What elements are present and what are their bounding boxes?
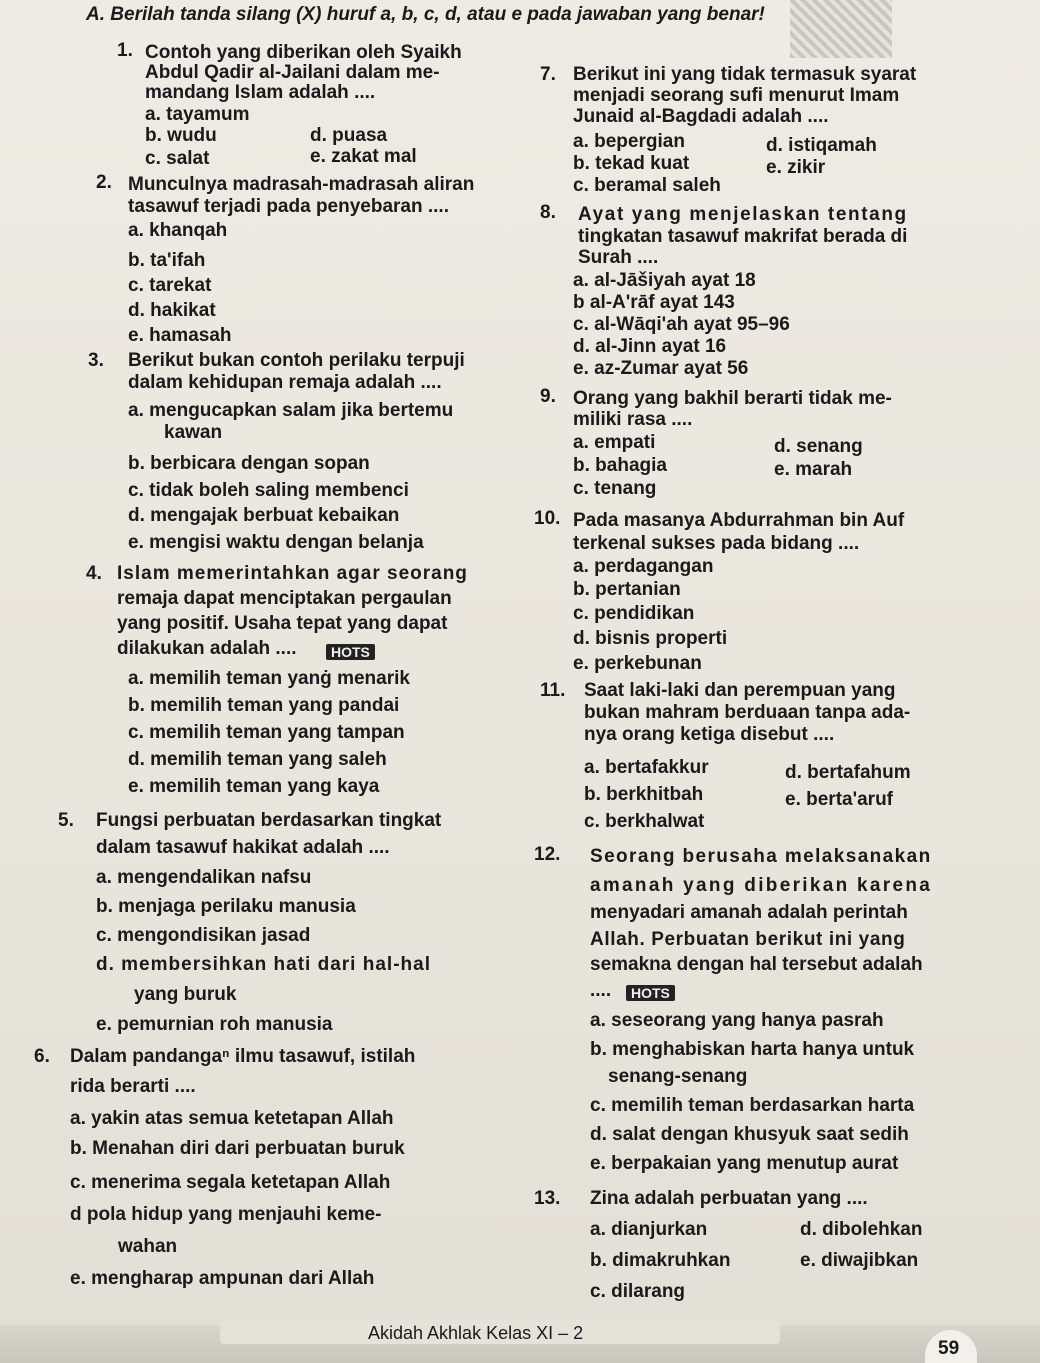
option-a[interactable]: a. khanqah [128,220,228,241]
option-b[interactable]: b. berbicara dengan sopan [128,453,370,474]
option-b[interactable]: b. wudu [145,125,217,146]
hots-badge: HOTS [326,641,375,663]
option-e[interactable]: e. zakat mal [310,146,417,167]
question-number: 8. [540,202,556,223]
question-number: 2. [96,172,112,193]
option-c[interactable]: c. al-Wāqi'ah ayat 95–96 [573,314,790,335]
question-text: Surah .... [578,247,659,268]
option-b[interactable]: b. menjaga perilaku manusia [96,896,356,917]
option-b[interactable]: b. tekad kuat [573,153,690,174]
option-c[interactable]: c. tidak boleh saling membenci [128,480,409,501]
question-number: 5. [58,810,74,831]
option-b[interactable]: b. pertanian [573,579,681,600]
page-number: 59 [938,1338,960,1359]
question-text: Orang yang bakhil berarti tidak me- [573,388,892,409]
option-a[interactable]: a. al-Jāšiyah ayat 18 [573,270,756,291]
option-b[interactable]: b. memilih teman yang pandai [128,695,400,716]
option-c[interactable]: c. dilarang [590,1281,686,1302]
option-a[interactable]: a. seseorang yang hanya pasrah [590,1010,884,1031]
option-a[interactable]: a. perdagangan [573,556,714,577]
question-text: Abdul Qadir al-Jailani dalam me- [145,62,440,83]
option-c[interactable]: c. tarekat [128,275,212,296]
option-a[interactable]: a. yakin atas semua ketetapan Allah [70,1108,394,1129]
option-b-continued: senang-senang [608,1066,748,1087]
option-c[interactable]: c. salat [145,148,210,169]
option-b[interactable]: b. bahagia [573,455,667,476]
option-d[interactable]: d pola hidup yang menjauhi keme- [70,1204,382,1225]
question-number: 3. [88,350,104,371]
option-e[interactable]: e. perkebunan [573,653,702,674]
option-e[interactable]: e. pemurnian roh manusia [96,1014,333,1035]
question-text: mandang Islam adalah .... [145,82,376,103]
option-c[interactable]: c. menerima segala ketetapan Allah [70,1172,391,1193]
question-text: dilakukan adalah .... [117,638,297,659]
question-text: remaja dapat menciptakan pergaulan [117,588,452,609]
option-d[interactable]: d. mengajak berbuat kebaikan [128,505,400,526]
question-text: nya orang ketiga disebut .... [584,724,835,745]
question-text: amanah yang diberikan karena [590,875,933,896]
hots-badge: HOTS [626,982,675,1004]
option-d[interactable]: d. senang [774,436,863,457]
question-text: tingkatan tasawuf makrifat berada di [578,226,908,247]
question-text: tasawuf terjadi pada penyebaran .... [128,196,449,217]
question-text: Zina adalah perbuatan yang .... [590,1188,868,1209]
option-b[interactable]: b. Menahan diri dari perbuatan buruk [70,1138,405,1159]
option-d[interactable]: d. memilih teman yang saleh [128,749,387,770]
option-c[interactable]: c. memilih teman yang tampan [128,722,405,743]
question-text: Ayat yang menjelaskan tentang [578,204,908,225]
question-text: Berikut ini yang tidak termasuk syarat [573,64,917,85]
question-text: Islam memerintahkan agar seorang [117,563,468,584]
option-b[interactable]: b al-A'rāf ayat 143 [573,292,735,313]
option-a[interactable]: a. tayamum [145,104,250,125]
option-d[interactable]: d. puasa [310,125,388,146]
option-e[interactable]: e. diwajibkan [800,1250,919,1271]
option-d-continued: yang buruk [134,984,237,1005]
question-number: 1. [117,40,133,61]
option-b[interactable]: b. menghabiskan harta hanya untuk [590,1039,915,1060]
option-a[interactable]: a. empati [573,432,656,453]
question-text: dalam kehidupan remaja adalah .... [128,372,442,393]
option-e[interactable]: e. mengharap ampunan dari Allah [70,1268,375,1289]
question-text: terkenal sukses pada bidang .... [573,533,860,554]
question-text: Munculnya madrasah-madrasah aliran [128,174,475,195]
option-a[interactable]: a. dianjurkan [590,1219,708,1240]
question-text: bukan mahram berduaan tanpa ada- [584,702,911,723]
option-d[interactable]: d. salat dengan khusyuk saat sedih [590,1124,909,1145]
question-text: menyadari amanah adalah perintah [590,902,908,923]
option-a[interactable]: a. mengendalikan nafsu [96,867,312,888]
option-d-continued: wahan [118,1236,178,1257]
question-text: semakna dengan hal tersebut adalah [590,954,923,975]
option-e[interactable]: e. berpakaian yang menutup aurat [590,1153,899,1174]
option-e[interactable]: e. marah [774,459,853,480]
option-e[interactable]: e. berta'aruf [785,789,893,810]
question-text: Pada masanya Abdurrahman bin Auf [573,510,905,531]
question-text: .... [590,980,612,1001]
option-e[interactable]: e. az-Zumar ayat 56 [573,358,749,379]
option-e[interactable]: e. mengisi waktu dengan belanja [128,532,424,553]
book-title-footer: Akidah Akhlak Kelas XI – 2 [368,1323,584,1343]
option-d[interactable]: d. al-Jinn ayat 16 [573,336,727,357]
question-text: Contoh yang diberikan oleh Syaikh [145,42,462,63]
option-a[interactable]: a. mengucapkan salam jika bertemu [128,400,454,421]
question-text: yang positif. Usaha tepat yang dapat [117,613,448,634]
option-a[interactable]: a. bertafakkur [584,757,709,778]
question-text: Fungsi perbuatan berdasarkan tingkat [96,810,442,831]
option-e[interactable]: e. memilih teman yang kaya [128,776,380,797]
option-a[interactable]: a. memilih teman yanġ menarik [128,668,410,689]
question-number: 13. [534,1188,561,1209]
question-number: 9. [540,386,556,407]
question-number: 6. [34,1046,50,1067]
question-number: 4. [86,563,102,584]
option-e[interactable]: e. zikir [766,157,826,178]
option-c[interactable]: c. beramal saleh [573,175,721,196]
option-c[interactable]: c. tenang [573,478,657,499]
option-d[interactable]: d. dibolehkan [800,1219,923,1240]
question-number: 12. [534,844,561,865]
option-a-continued: kawan [164,422,223,443]
question-number: 11. [540,680,566,701]
question-text: Seorang berusaha melaksanakan [590,846,932,867]
option-b[interactable]: b. dimakruhkan [590,1250,731,1271]
option-d[interactable]: d. bisnis properti [573,628,728,649]
question-text: Berikut bukan contoh perilaku terpuji [128,350,465,371]
option-c[interactable]: c. mengondisikan jasad [96,925,311,946]
question-text: menjadi seorang sufi menurut Imam [573,85,900,106]
question-text: dalam tasawuf hakikat adalah .... [96,837,390,858]
question-text: Junaid al-Bagdadi adalah .... [573,106,829,127]
question-text: Dalam pandangaⁿ ilmu tasawuf, istilah [70,1046,416,1067]
option-d[interactable]: d. istiqamah [766,135,877,156]
option-b[interactable]: b. berkhitbah [584,784,704,805]
option-c[interactable]: c. memilih teman berdasarkan harta [590,1095,915,1116]
section-header: A. Berilah tanda silang (X) huruf a, b, c, d, atau e pada jawaban yang benar! [86,4,765,25]
option-d[interactable]: d. membersihkan hati dari hal-hal [96,954,431,975]
option-b[interactable]: b. ta'ifah [128,250,206,271]
option-c[interactable]: c. berkhalwat [584,811,705,832]
question-number: 10. [534,508,561,529]
option-d[interactable]: d. bertafahum [785,762,911,783]
question-text: Allah. Perbuatan berikut ini yang [590,929,906,950]
question-text: rida berarti .... [70,1076,196,1097]
option-e[interactable]: e. hamasah [128,325,232,346]
question-text: Saat laki-laki dan perempuan yang [584,680,896,701]
option-a[interactable]: a. bepergian [573,131,685,152]
question-text: miliki rasa .... [573,409,693,430]
qr-code-image [790,0,892,58]
option-d[interactable]: d. hakikat [128,300,216,321]
question-number: 7. [540,64,556,85]
option-c[interactable]: c. pendidikan [573,603,695,624]
